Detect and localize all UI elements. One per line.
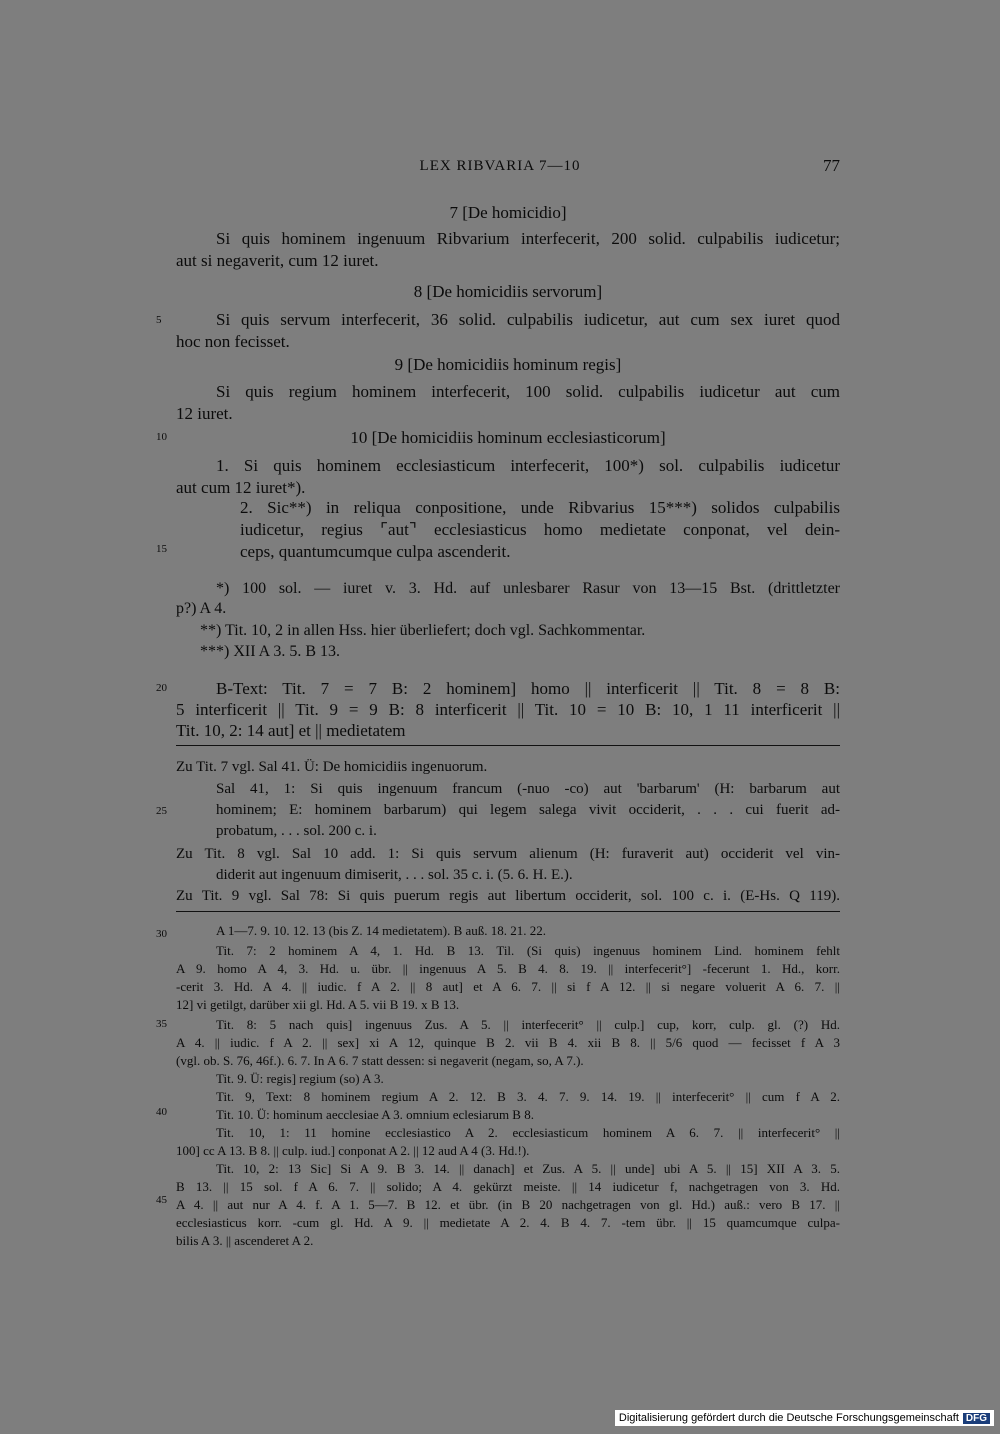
footnote: *) 100 sol. — iuret v. 3. Hd. auf unlesbarer Rasur von 13—15 Bst. (drittletzter — [216, 580, 840, 597]
title-10-line: 1. Si quis hominem ecclesiasticum interfecerit, 100*) sol. culpabilis iudicetur — [216, 456, 840, 475]
line-number: 45 — [156, 1194, 167, 1206]
apparatus-line: A 9. homo A 4, 3. Hd. u. übr. || ingenuus A 5. B 4. 8. 19. || interfecerit°] -fecerunt 1. Hd., korr. — [176, 961, 840, 976]
line-number: 35 — [156, 1018, 167, 1030]
funding-footer — [615, 1410, 994, 1426]
title-9-line: Si quis regium hominem interfecerit, 100 solid. culpabilis iudicetur aut cum — [216, 382, 840, 401]
parallel-line: hominem; E: hominem barbarum) qui legem salega vivit occiderit, . . . cui fuerit ad- — [216, 802, 840, 818]
line-number: 15 — [156, 543, 167, 555]
title-9-line: 12 iuret. — [176, 404, 233, 423]
section-rule — [176, 745, 840, 746]
apparatus-line: A 4. || aut nur A 4. f. A 1. 5—7. B 12. et übr. (in B 20 nachgetragen von gl. Hd.) auß.: vero B 17. || — [176, 1197, 840, 1212]
title-10-line: aut cum 12 iuret*). — [176, 478, 306, 497]
apparatus-line: Tit. 9. Ü: regis] regium (so) A 3. — [216, 1071, 384, 1086]
apparatus-line: ecclesiasticus korr. -cum gl. Hd. A 9. || medietate A 2. 4. B 4. 7. -tem übr. || 15 quamcumque culpa- — [176, 1215, 840, 1230]
b-text-line: B-Text: Tit. 7 = 7 B: 2 hominem] homo || interficerit || Tit. 8 = 8 B: — [216, 679, 840, 698]
parallel-line: diderit aut ingenuum dimiserit, . . . sol. 35 c. i. (5. 6. H. E.). — [216, 867, 573, 883]
parallel-line: Zu Tit. 7 vgl. Sal 41. Ü: De homicidiis ingenuorum. — [176, 759, 488, 775]
title-8-line: Si quis servum interfecerit, 36 solid. culpabilis iudicetur, aut cum sex iuret quod — [216, 310, 840, 329]
line-number: 30 — [156, 928, 167, 940]
title-8-line: hoc non fecisset. — [176, 332, 290, 351]
apparatus-line: Tit. 10, 1: 11 homine ecclesiastico A 2. ecclesiasticum hominem A 6. 7. || interfecerit° || — [216, 1125, 840, 1140]
line-number: 5 — [156, 314, 162, 326]
apparatus-line: Tit. 10, 2: 13 Sic] Si A 9. B 3. 14. || danach] et Zus. A 5. || unde] ubi A 5. || 15] XII A 3. 5. — [216, 1161, 840, 1176]
title-10-line: ceps, quantumcumque culpa ascenderit. — [240, 542, 511, 561]
line-number: 40 — [156, 1106, 167, 1118]
apparatus-line: Tit. 8: 5 nach quis] ingenuus Zus. A 5. || interfecerit° || culp.] cup, korr, culp. gl. (?) Hd. — [216, 1017, 840, 1032]
page-number: 77 — [823, 156, 840, 175]
apparatus-line: 100] cc A 13. B 8. || culp. iud.] conponat A 2. || 12 aud A 4 (3. Hd.!). — [176, 1143, 530, 1158]
apparatus-line: Tit. 7: 2 hominem A 4, 1. Hd. B 13. Til. (Si quis) ingenuus hominem Lind. hominem fehlt — [216, 943, 840, 958]
parallel-line: Zu Tit. 9 vgl. Sal 78: Si quis puerum regis aut libertum occiderit, sol. 100 c. i. (E-Hs. Q 119). — [176, 888, 840, 904]
funding-text: Digitalisierung gefördert durch die Deutsche Forschungsgemeinschaft — [618, 1412, 959, 1424]
b-text-line: Tit. 10, 2: 14 aut] et || medietatem — [176, 721, 406, 740]
line-number: 10 — [156, 431, 167, 443]
title-7-heading: 7 [De homicidio] — [449, 203, 567, 222]
footnote: **) Tit. 10, 2 in allen Hss. hier überliefert; doch vgl. Sachkommentar. — [200, 622, 646, 639]
title-7-line: aut si negaverit, cum 12 iuret. — [176, 251, 379, 270]
title-10-heading: 10 [De homicidiis hominum ecclesiasticorum] — [350, 428, 666, 447]
apparatus-line: bilis A 3. || ascenderet A 2. — [176, 1233, 314, 1248]
title-8-heading: 8 [De homicidiis servorum] — [413, 282, 603, 301]
parallel-line: Zu Tit. 8 vgl. Sal 10 add. 1: Si quis servum alienum (H: furaverit aut) occiderit vel vin- — [176, 846, 840, 862]
apparatus-line: Tit. 10. Ü: hominum aecclesiae A 3. omnium eclesiarum B 8. — [216, 1107, 534, 1122]
section-rule — [176, 911, 840, 912]
apparatus-line: A 4. || iudic. f A 2. || sex] xi A 12, quinque B 2. vii B 4. xii B 8. || 5/6 quod — fecisset f A 3 — [176, 1035, 840, 1050]
apparatus-line: 12] vi getilgt, darüber xii gl. Hd. A 5. vii B 19. x B 13. — [176, 997, 460, 1012]
apparatus-line: B 13. || 15 sol. f A 6. 7. || solido; A 4. gekürzt meiste. || 14 iudicetur f, nachgetragen von 3. Hd. — [176, 1179, 840, 1194]
footnote: p?) A 4. — [176, 600, 227, 617]
title-7-line: Si quis hominem ingenuum Ribvarium interfecerit, 200 solid. culpabilis iudicetur; — [216, 229, 840, 248]
apparatus-line: Tit. 9, Text: 8 hominem regium A 2. 12. B 3. 4. 7. 9. 14. 19. || interfecerit° || cum f A 2. — [216, 1089, 840, 1104]
apparatus-line: (vgl. ob. S. 76, 46f.). 6. 7. In A 6. 7 statt dessen: si negaverit (negam, so, A 7.). — [176, 1053, 584, 1068]
title-10-line: 2. Sic**) in reliqua conpositione, unde Ribvarius 15***) solidos culpabilis — [240, 498, 840, 517]
parallel-line: Sal 41, 1: Si quis ingenuum francum (-nuo -co) aut 'barbarum' (H: barbarum aut — [216, 781, 840, 797]
line-number: 20 — [156, 682, 167, 694]
line-number: 25 — [156, 805, 167, 817]
apparatus-line: A 1—7. 9. 10. 12. 13 (bis Z. 14 medietatem). B auß. 18. 21. 22. — [216, 923, 547, 938]
b-text-line: 5 interficerit || Tit. 9 = 9 B: 8 interficerit || Tit. 10 = 10 B: 10, 1 11 interficerit || — [176, 700, 840, 719]
apparatus-line: -cerit 3. Hd. A 4. || iudic. f A 2. || 8 aut] et A 6. 7. || si f A 12. || si negare voluerit A 6. 7. || — [176, 979, 840, 994]
footnote: ***) XII A 3. 5. B 13. — [200, 643, 340, 660]
title-9-heading: 9 [De homicidiis hominum regis] — [394, 355, 622, 374]
dfg-logo: DFG — [963, 1413, 990, 1424]
parallel-line: probatum, . . . sol. 200 c. i. — [216, 823, 377, 839]
title-10-line: iudicetur, regius ⌜aut⌝ ecclesiasticus homo medietate conponat, vel dein- — [240, 520, 840, 539]
running-header: LEX RIBVARIA 7—10 — [419, 158, 581, 174]
